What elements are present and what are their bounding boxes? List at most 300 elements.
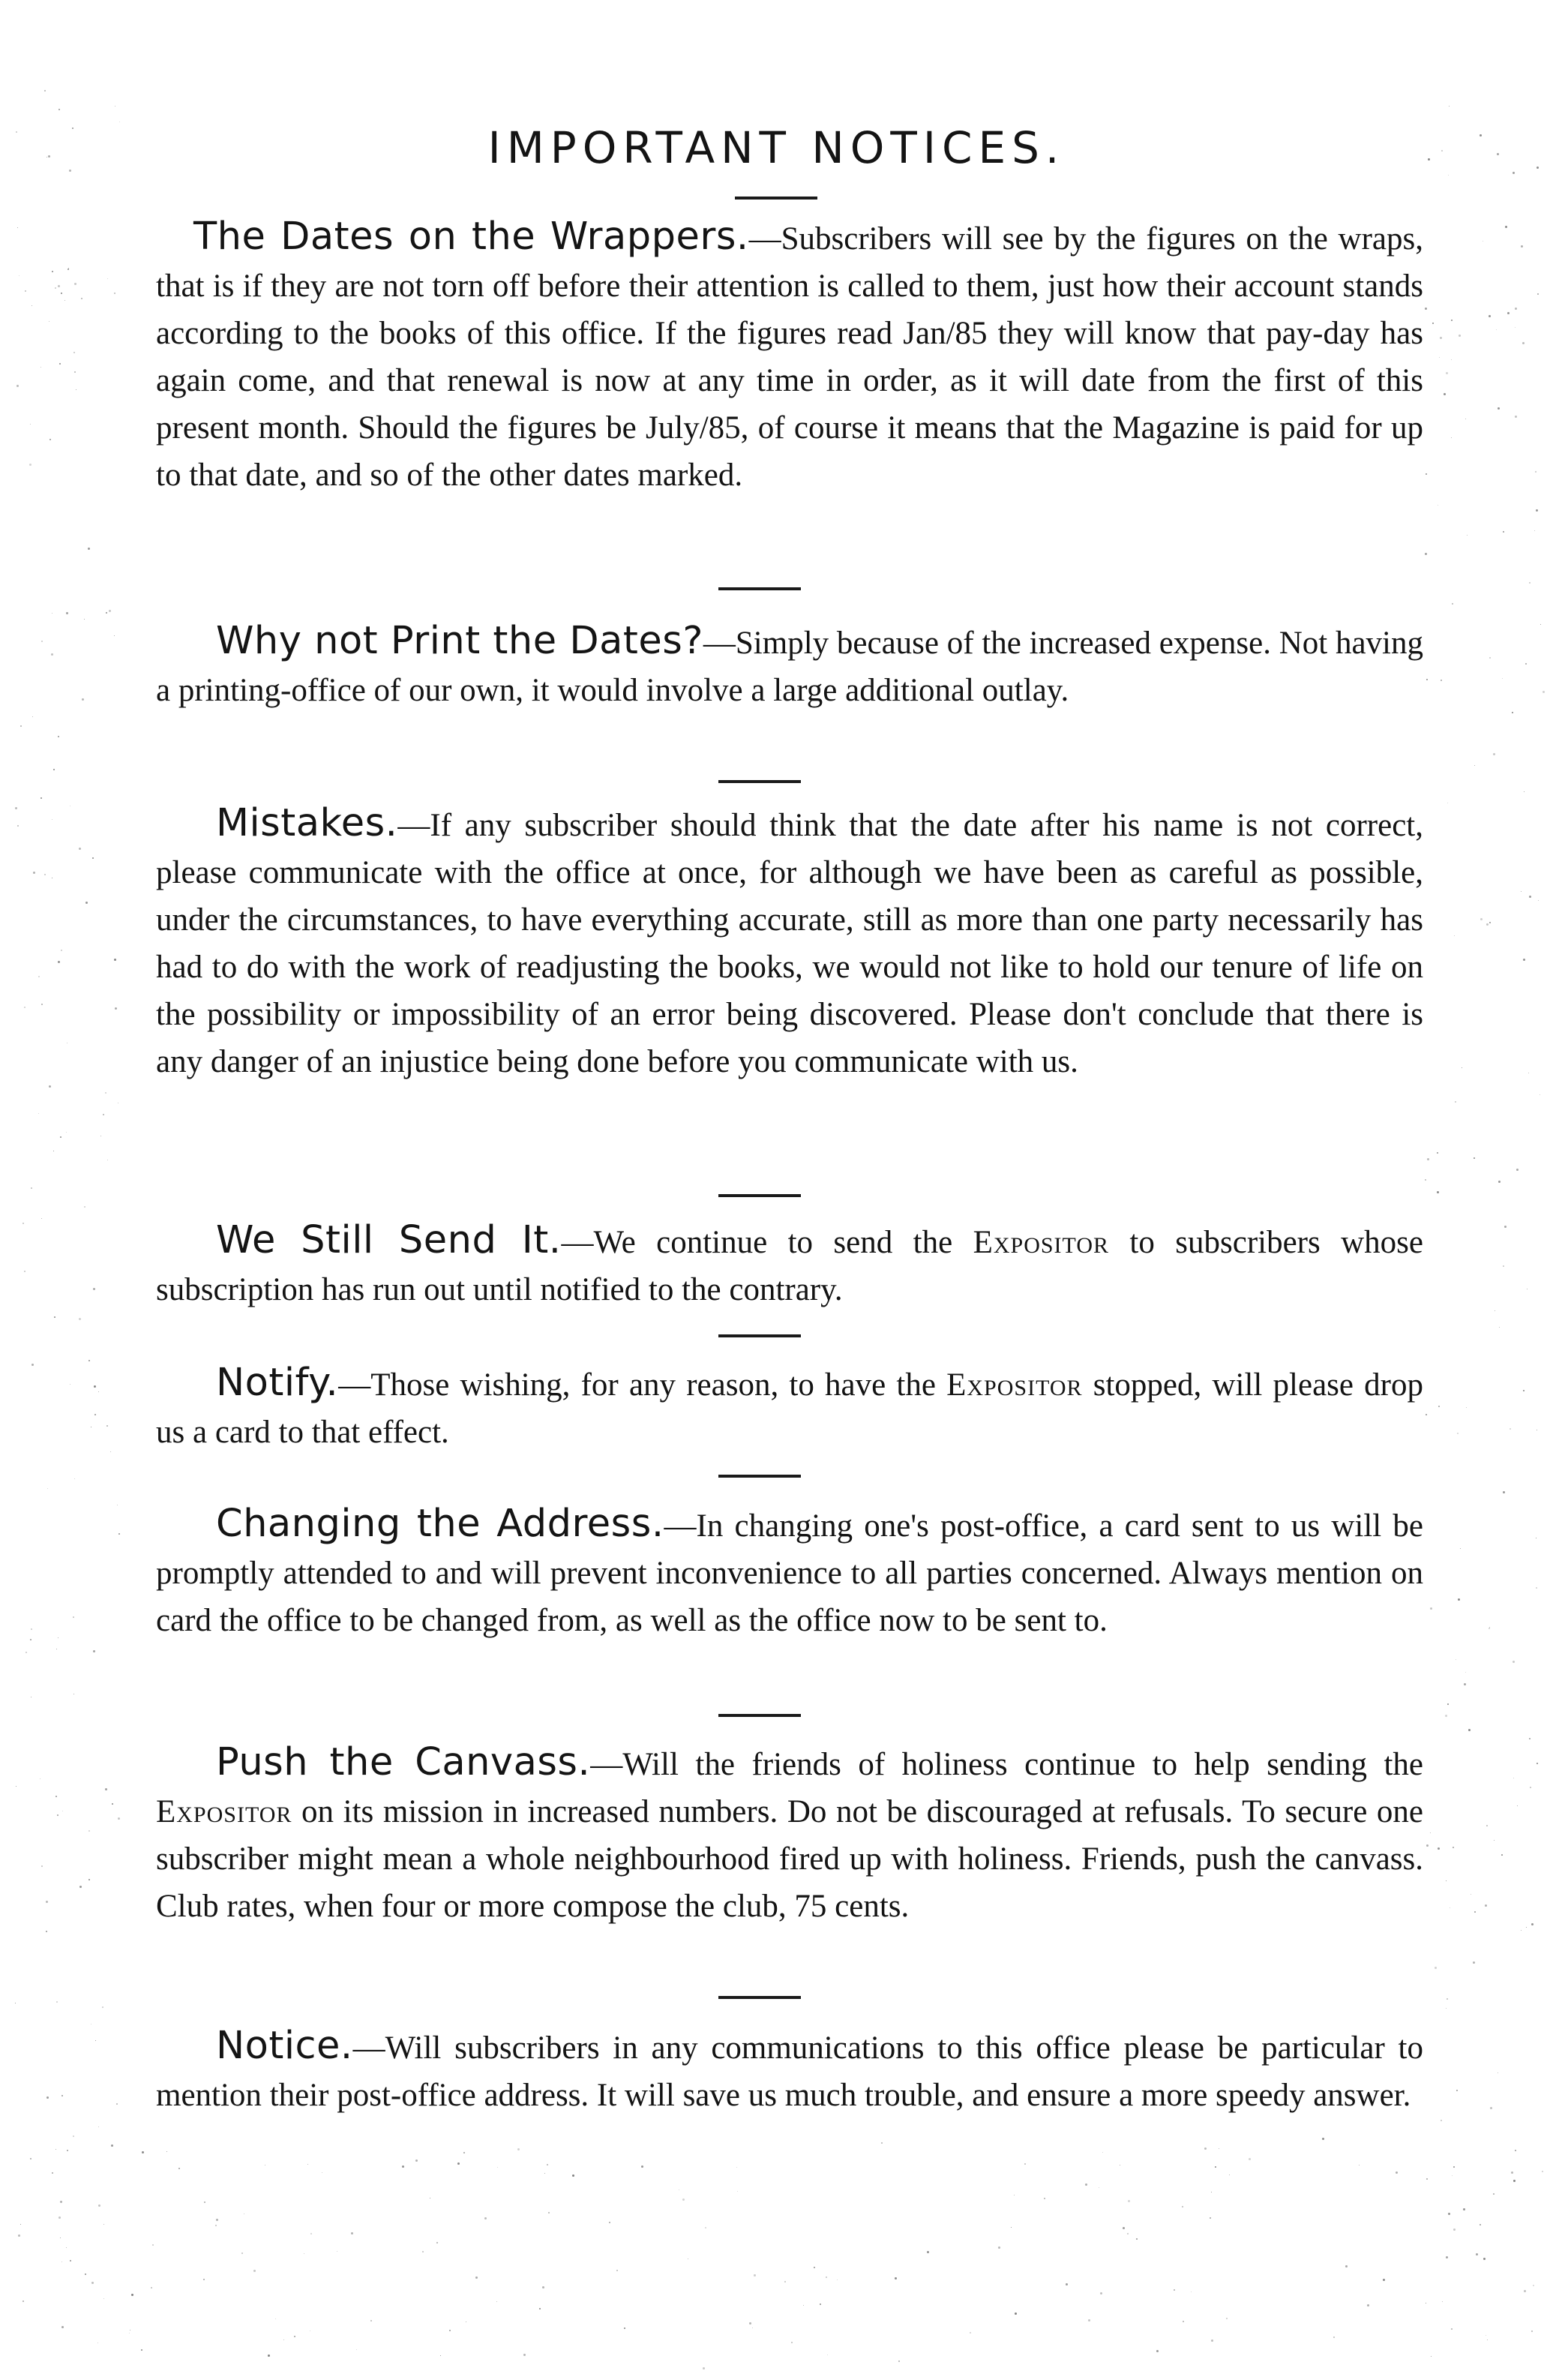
scan-speck [970, 2332, 971, 2333]
scan-speck [30, 1639, 31, 1640]
scan-speck [1229, 2174, 1230, 2175]
scan-speck [1426, 1844, 1429, 1847]
scan-speck [31, 1628, 32, 1630]
scan-speck [1468, 1729, 1471, 1731]
scan-speck [1523, 1390, 1525, 1391]
scan-speck [105, 1788, 107, 1790]
scan-speck [752, 2327, 753, 2328]
scan-speck [837, 2279, 838, 2280]
scan-speck [103, 2224, 104, 2225]
scan-speck [57, 1814, 58, 1816]
scan-speck [1498, 1181, 1501, 1183]
scan-speck [294, 2336, 295, 2337]
scan-speck [1522, 342, 1525, 344]
scan-speck [898, 2360, 900, 2362]
scan-speck [1501, 1854, 1503, 1856]
scan-speck [69, 170, 71, 172]
section-divider [718, 1714, 801, 1717]
scan-speck [1507, 312, 1510, 314]
scan-speck [18, 2234, 20, 2237]
scan-speck [178, 2168, 180, 2169]
scan-speck [1466, 1407, 1467, 1408]
scan-speck [436, 2242, 438, 2243]
notice-body: —Will subscribers in any communications to this office please be particular to mention their post-office address. It will save us much trouble, and ensure a more speedy answer. [156, 2030, 1423, 2113]
scan-speck [1503, 1491, 1505, 1493]
scan-speck [1457, 1433, 1459, 1434]
scan-speck [463, 2152, 465, 2153]
scan-speck [114, 635, 115, 636]
scan-speck [88, 1879, 90, 1880]
notice-push-the-canvass [156, 1739, 1423, 1930]
scan-speck [737, 2191, 738, 2192]
scan-speck [49, 1085, 51, 1088]
scan-speck [1396, 2171, 1398, 2174]
scan-speck [1540, 624, 1541, 625]
scan-speck [79, 1886, 82, 1888]
scan-speck [1537, 293, 1539, 295]
scan-speck [152, 2244, 154, 2246]
scan-speck [1444, 393, 1446, 395]
scan-speck [1486, 923, 1489, 926]
scan-speck [1085, 2183, 1087, 2186]
scan-speck [16, 131, 17, 133]
scan-speck [58, 736, 59, 737]
scan-speck [572, 2174, 574, 2177]
scan-speck [46, 2096, 49, 2099]
scan-speck [31, 305, 32, 306]
scan-speck [1204, 2147, 1207, 2150]
scan-speck [54, 1316, 55, 1318]
scan-speck [1538, 900, 1539, 901]
section-divider [718, 1334, 801, 1337]
scan-speck [1441, 150, 1443, 152]
scan-speck [1183, 2321, 1184, 2322]
scan-speck [703, 2367, 705, 2369]
scan-speck [204, 2201, 205, 2203]
scan-speck [40, 797, 42, 799]
scan-speck [30, 424, 31, 425]
scan-speck [791, 2342, 793, 2343]
scan-speck [98, 2204, 100, 2207]
scan-speck [1515, 327, 1516, 328]
scan-speck [1463, 2208, 1465, 2210]
scan-speck [1430, 1832, 1431, 1833]
scan-speck [82, 698, 84, 701]
scan-speck [881, 2142, 883, 2144]
scan-speck [1437, 1191, 1439, 1193]
scan-speck [66, 612, 68, 614]
scan-speck [79, 848, 81, 850]
scan-speck [74, 371, 76, 373]
scan-speck [46, 157, 47, 158]
scan-speck [47, 1488, 48, 1489]
scan-speck [60, 2201, 62, 2203]
section-divider [718, 780, 801, 783]
scan-speck [1439, 357, 1440, 358]
scan-speck [16, 385, 19, 387]
scan-speck [1537, 167, 1539, 169]
scan-speck [131, 2294, 133, 2296]
scan-speck [1182, 2206, 1183, 2207]
scan-speck [85, 902, 88, 904]
scan-speck [1448, 2213, 1450, 2215]
scan-speck [497, 2167, 498, 2168]
scan-speck [475, 2276, 478, 2279]
scan-speck [1524, 791, 1525, 792]
scan-speck [1493, 753, 1495, 755]
scan-speck [60, 1136, 61, 1138]
scan-speck [523, 2354, 526, 2356]
scan-speck [1430, 1607, 1432, 1610]
title-rule [735, 197, 817, 200]
scan-speck [1465, 1672, 1466, 1673]
scan-speck [107, 278, 108, 279]
scan-speck [41, 1218, 42, 1219]
scan-speck [1426, 1414, 1427, 1415]
scan-speck [60, 2237, 61, 2238]
scan-speck [1174, 2289, 1175, 2291]
scan-speck [1333, 2336, 1335, 2338]
scan-speck [84, 1206, 85, 1208]
notice-notice [156, 2022, 1423, 2119]
scan-speck [72, 128, 73, 129]
scan-speck [1453, 1847, 1454, 1848]
scan-speck [1511, 2171, 1513, 2174]
scan-speck [17, 227, 18, 228]
scan-speck [1136, 2238, 1138, 2240]
scan-speck [1210, 2217, 1211, 2219]
scan-speck [95, 2040, 96, 2041]
scan-speck [25, 290, 26, 292]
scan-speck [1066, 2283, 1068, 2285]
scan-speck [1446, 372, 1448, 374]
scan-speck [1523, 959, 1525, 961]
scan-speck [58, 961, 60, 963]
scan-speck [151, 2287, 152, 2288]
scan-speck [1211, 2339, 1213, 2342]
notice-changing-address [156, 1500, 1423, 1644]
scan-speck [30, 2158, 31, 2159]
scan-speck [1438, 1406, 1440, 1407]
scan-speck [1474, 1911, 1476, 1913]
scan-speck [38, 976, 40, 977]
section-divider [718, 1194, 801, 1197]
scan-speck [1446, 2256, 1448, 2258]
scan-speck [41, 1004, 43, 1005]
scan-speck [1128, 2200, 1130, 2202]
scan-speck [784, 2281, 786, 2282]
scan-speck [1447, 1998, 1448, 2000]
scan-speck [517, 2148, 520, 2150]
scan-speck [102, 2006, 103, 2008]
page-title: IMPORTANT NOTICES. [487, 122, 1066, 173]
scan-speck [1515, 416, 1517, 418]
scan-speck [61, 2326, 64, 2328]
scan-speck [1426, 473, 1427, 475]
scan-speck [1024, 2163, 1026, 2165]
scan-speck [1513, 1661, 1515, 1663]
scan-speck [106, 1425, 108, 1427]
scan-speck [754, 2274, 756, 2276]
scan-speck [1529, 582, 1531, 584]
scan-speck [1489, 1627, 1490, 1628]
scan-speck [93, 1288, 95, 1290]
scan-speck [457, 2162, 460, 2165]
scan-speck [1513, 172, 1515, 174]
scan-speck [1502, 678, 1503, 679]
scan-speck [15, 807, 17, 809]
notice-heading: Push the Canvass. [216, 1740, 591, 1784]
scan-speck [275, 2318, 276, 2319]
scan-speck [20, 2224, 21, 2225]
scan-speck [1431, 2356, 1432, 2357]
scan-speck [1512, 712, 1513, 713]
scan-speck [73, 1616, 74, 1618]
scan-speck [1536, 509, 1538, 512]
scan-speck [449, 2330, 451, 2331]
scan-speck [88, 1830, 90, 1832]
scan-speck [1441, 2120, 1442, 2121]
scan-speck [84, 619, 85, 620]
scan-speck [20, 725, 22, 727]
scan-speck [1542, 2171, 1543, 2172]
scan-speck [1427, 1158, 1429, 1160]
scan-speck [609, 2222, 610, 2223]
scan-speck [216, 2219, 218, 2221]
scan-speck [67, 269, 69, 270]
scan-speck [415, 2159, 418, 2162]
scan-speck [1496, 329, 1497, 330]
scan-speck [88, 548, 90, 550]
scan-speck [106, 612, 107, 614]
scan-speck [1015, 2312, 1017, 2315]
scan-speck [66, 1132, 67, 1133]
scan-speck [114, 959, 116, 961]
scan-speck [736, 2167, 737, 2168]
scan-speck [1499, 1327, 1500, 1328]
scan-speck [32, 716, 33, 717]
scan-speck [1449, 106, 1450, 107]
notice-heading: Notice. [216, 2024, 353, 2068]
notice-heading: Changing the Address. [216, 1502, 664, 1546]
scan-speck [203, 2279, 205, 2280]
scan-speck [1467, 535, 1468, 536]
scan-speck [70, 2260, 71, 2261]
notice-heading: The Dates on the Wrappers. [193, 215, 749, 259]
scan-speck [79, 1318, 81, 1320]
scan-speck [66, 2247, 67, 2248]
scan-speck [1100, 2292, 1102, 2294]
scan-speck [112, 1803, 113, 1805]
scan-speck [46, 1931, 47, 1932]
scan-speck [1445, 1715, 1447, 1717]
scan-speck [440, 2355, 441, 2356]
scan-speck [31, 1364, 34, 1366]
scan-speck [103, 2298, 104, 2299]
scan-speck [283, 2339, 284, 2340]
scan-speck [1435, 1967, 1437, 1969]
scan-speck [1510, 1428, 1511, 1430]
scan-speck [1438, 1847, 1440, 1850]
scan-speck [1454, 935, 1455, 936]
scan-speck [1503, 531, 1504, 533]
scan-speck [1531, 2330, 1533, 2332]
scan-speck [103, 1114, 104, 1115]
scan-speck [110, 1451, 111, 1452]
scan-speck [484, 2217, 487, 2219]
scan-speck [1226, 2318, 1228, 2319]
scan-speck [1011, 2227, 1012, 2228]
scan-speck [61, 2095, 63, 2096]
scan-speck [48, 155, 50, 158]
scan-speck [52, 2172, 53, 2174]
scan-speck [49, 439, 51, 440]
scan-speck [1485, 1904, 1487, 1907]
scan-speck [91, 2282, 94, 2284]
scan-speck [55, 1796, 57, 1797]
scan-speck [1453, 2166, 1455, 2168]
scan-speck [29, 464, 31, 466]
scan-speck [1215, 2166, 1216, 2168]
scan-speck [17, 825, 19, 827]
scan-speck [241, 2252, 243, 2254]
scan-speck [1367, 2304, 1369, 2306]
scan-speck [22, 2300, 24, 2302]
scan-speck [44, 874, 46, 875]
notice-heading: Notify. [216, 1361, 339, 1405]
scan-speck [105, 1092, 106, 1094]
scan-speck [61, 293, 62, 294]
scan-speck [1526, 1927, 1527, 1928]
notice-body: —In changing one's post-office, a card sent to us will be promptly attended to and will prevent inconvenience to all parties concerned. Always mention on card the office to be changed from, as well as the office now to be sent to. [156, 1508, 1423, 1638]
scan-speck [1123, 2227, 1125, 2229]
scan-speck [351, 2232, 353, 2234]
scan-speck [1516, 1169, 1519, 1171]
scan-speck [1464, 1683, 1466, 1685]
scan-speck [1503, 1265, 1504, 1267]
scan-speck [141, 2349, 142, 2351]
scan-speck [1428, 158, 1430, 161]
scan-speck [1504, 1226, 1507, 1228]
scan-speck [38, 1113, 39, 1114]
scan-speck [547, 2164, 548, 2165]
scan-speck [94, 1385, 96, 1388]
scan-speck [268, 2354, 270, 2357]
scan-speck [81, 298, 82, 299]
scan-speck [74, 283, 76, 285]
notice-body-part: —Those wishing, for any reason, to have the [338, 1367, 947, 1403]
scan-speck [114, 293, 115, 294]
scan-speck [1088, 2319, 1090, 2321]
scan-speck [52, 271, 53, 272]
scan-speck [22, 1223, 24, 1224]
scan-speck [93, 1650, 95, 1652]
scan-speck [1322, 2138, 1324, 2140]
scan-speck [1425, 308, 1427, 310]
scan-speck [544, 2173, 545, 2174]
scan-speck [624, 2327, 625, 2329]
scan-speck [67, 2150, 68, 2151]
scan-speck [826, 2276, 827, 2278]
scan-speck [1486, 1825, 1488, 1826]
scan-speck [1513, 2180, 1516, 2182]
scan-speck [85, 2273, 86, 2275]
scan-speck [98, 2126, 99, 2127]
scan-speck [1446, 1880, 1447, 1881]
scan-speck [41, 1865, 43, 1867]
scan-speck [41, 641, 43, 642]
scan-speck [25, 1652, 27, 1653]
scan-speck [46, 1901, 48, 1903]
scan-speck [1448, 175, 1449, 176]
scan-speck [1524, 2290, 1526, 2292]
scan-speck [1451, 359, 1452, 360]
scan-speck [115, 1007, 117, 1010]
scan-speck [1537, 1763, 1538, 1764]
scan-speck [1446, 2008, 1447, 2009]
notice-body: —If any subscriber should think that the date after his name is not correct, please communicate with the office at once, for although we have been as careful as possible, under the circumstances, to have everything accurate, still as more than one party necessarily has had to do with the work of readjusting the books, we would not like to hold our tenure of life on the possibility or impossibility of an error being discovered. Please don't conclude that there is any danger of an injustice being done before you communicate with us. [156, 808, 1423, 1079]
scan-speck [58, 109, 60, 110]
notice-dates-on-wrappers [156, 213, 1423, 499]
notice-heading: We Still Send It. [216, 1218, 562, 1262]
scan-speck [1447, 1703, 1449, 1705]
scan-speck [55, 2149, 56, 2150]
scan-speck [68, 268, 69, 269]
scan-speck [1489, 315, 1491, 317]
scan-speck [1474, 765, 1475, 766]
scan-speck [111, 2144, 113, 2147]
scan-speck [118, 1533, 120, 1535]
section-divider [718, 587, 801, 590]
scan-speck [142, 2151, 144, 2153]
scan-speck [61, 950, 62, 951]
scan-speck [402, 2165, 404, 2168]
scan-speck [1426, 2178, 1428, 2180]
scan-speck [1521, 891, 1522, 892]
scan-speck [1458, 1598, 1460, 1601]
scan-speck [1536, 1587, 1537, 1589]
notice-why-not-print [156, 617, 1423, 714]
scan-speck [1535, 471, 1537, 473]
scan-speck [1480, 918, 1483, 920]
scan-speck [749, 2322, 751, 2324]
scan-speck [1480, 2224, 1481, 2225]
scan-speck [1451, 2328, 1453, 2330]
scan-speck [1102, 2152, 1103, 2153]
scan-speck [166, 2151, 167, 2152]
scan-speck [307, 2164, 308, 2165]
scan-speck [73, 352, 75, 353]
notice-we-still-send-it [156, 1217, 1423, 1313]
scan-speck [1515, 308, 1517, 310]
section-divider [718, 1475, 801, 1478]
magazine-name: Expositor [946, 1367, 1083, 1403]
scan-speck [1498, 407, 1500, 410]
scan-speck [1127, 2233, 1129, 2234]
scan-speck [1489, 1628, 1490, 1629]
scan-speck [1156, 2350, 1159, 2352]
scan-speck [370, 2320, 372, 2321]
scan-speck [998, 2246, 1000, 2249]
notice-heading: Why not Print the Dates? [216, 619, 703, 663]
scan-speck [31, 1187, 32, 1189]
scan-speck [1533, 2285, 1534, 2286]
scan-speck [24, 1271, 25, 1272]
scan-speck [542, 2286, 544, 2288]
scan-speck [24, 1007, 25, 1008]
scan-speck [1534, 530, 1535, 531]
magazine-name: Expositor [973, 1225, 1110, 1260]
